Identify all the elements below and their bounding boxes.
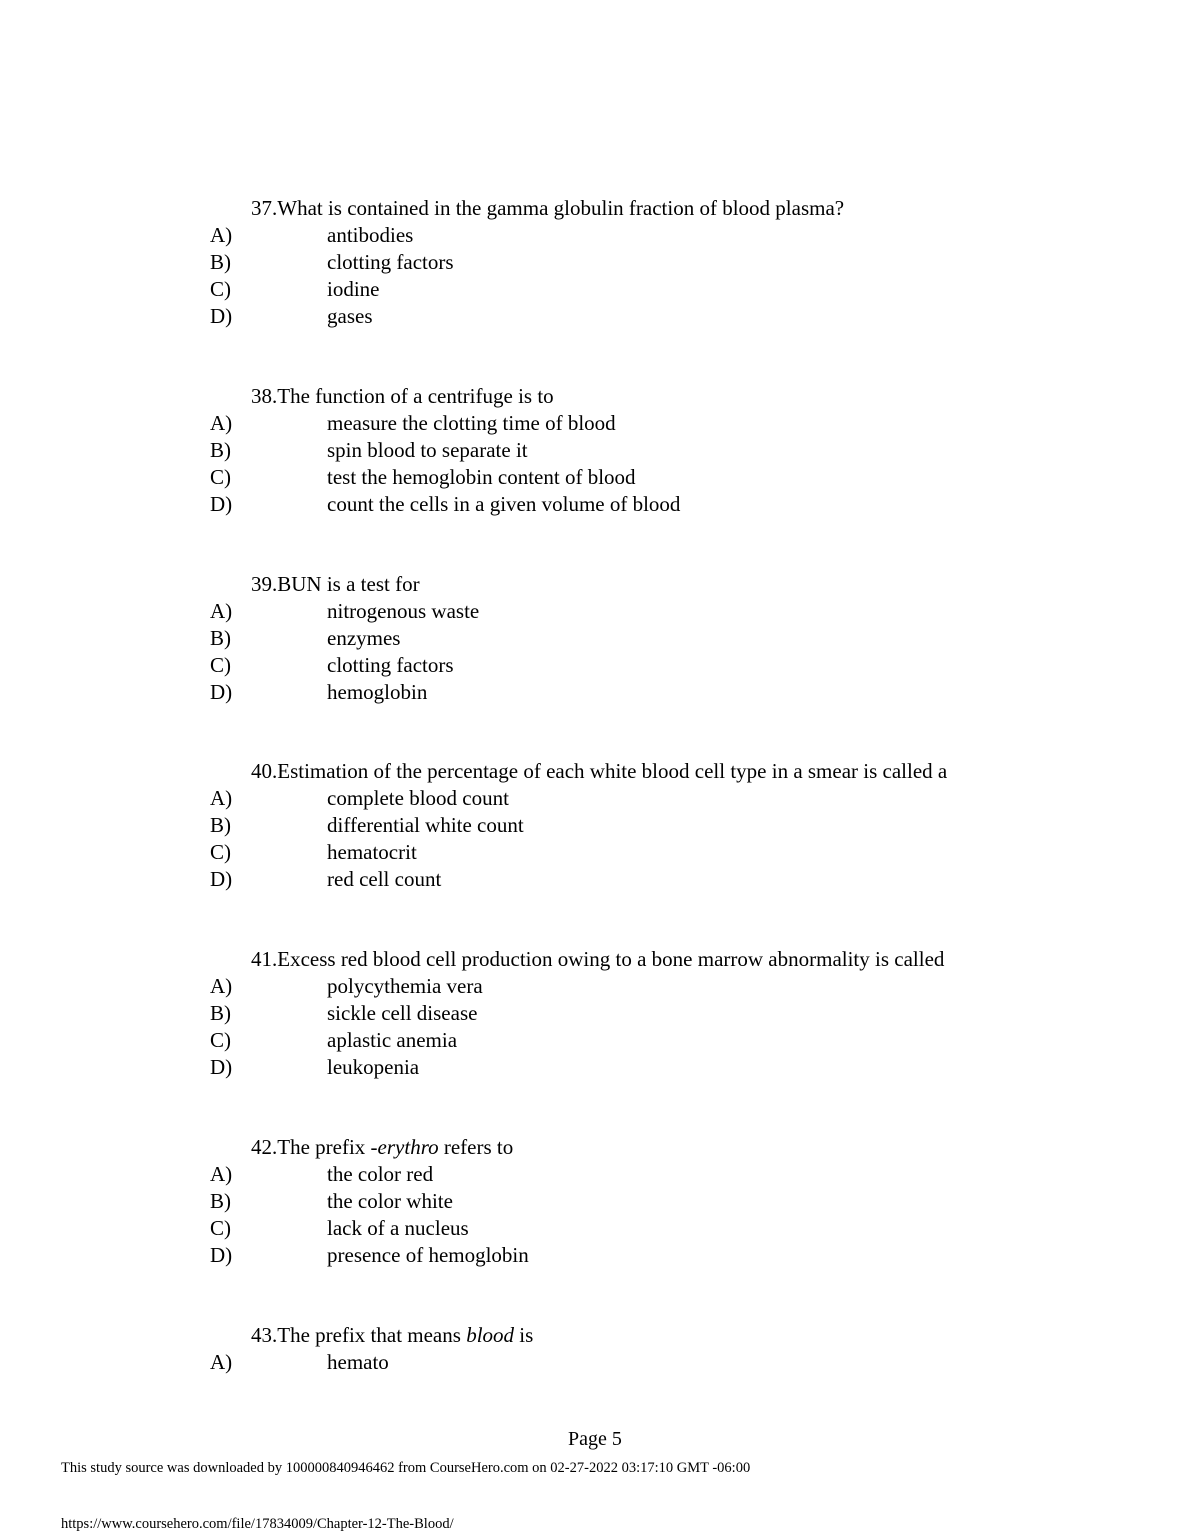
question-number: 37.	[251, 196, 278, 220]
option-text: clotting factors	[327, 652, 454, 677]
source-url: https://www.coursehero.com/file/17834009/Chapter-12-The-Blood/	[61, 1516, 454, 1532]
question-stem	[251, 571, 420, 598]
option-text: aplastic anemia	[327, 1028, 458, 1053]
option-text: differential white count	[327, 813, 524, 838]
option-letter: C)	[210, 1215, 231, 1240]
question-block	[0, 383, 1190, 571]
option-letter: A)	[210, 598, 233, 623]
question-text: BUN is a test for	[277, 571, 420, 596]
download-notice: This study source was downloaded by 100000840946462 from CourseHero.com on 02-27-2022 03:17:10 GMT -06:00	[61, 1460, 751, 1476]
question-stem	[251, 946, 944, 973]
option-text: count the cells in a given volume of blood	[327, 491, 681, 516]
option-letter: C)	[210, 277, 231, 301]
option-letter: B)	[210, 250, 231, 274]
option-letter: A)	[210, 974, 233, 999]
option-text: antibodies	[327, 223, 414, 247]
option-text: hematocrit	[327, 840, 417, 865]
question-number: 39.	[251, 571, 278, 596]
question-emphasis: -erythro	[370, 1134, 439, 1159]
question-block	[0, 1134, 1190, 1322]
question-text-after: is	[514, 1322, 534, 1347]
option-text: iodine	[327, 277, 380, 301]
question-stem	[251, 383, 554, 410]
question-text: What is contained in the gamma globulin fraction of blood plasma?	[277, 196, 845, 220]
option-text: the color red	[327, 1161, 434, 1186]
option-text: enzymes	[327, 625, 401, 650]
option-letter: A)	[210, 223, 233, 247]
option-letter: A)	[210, 1161, 233, 1186]
question-block	[0, 571, 1190, 759]
option-text: hemoglobin	[327, 679, 428, 704]
question-list	[0, 195, 1190, 1510]
page-number: Page 5	[568, 1428, 622, 1450]
option-text: the color white	[327, 1188, 453, 1213]
option-letter: D)	[210, 304, 233, 328]
option-letter: A)	[210, 1349, 233, 1374]
option-letter: D)	[210, 491, 233, 516]
option-letter: C)	[210, 652, 231, 677]
question-text: The prefix	[277, 1134, 371, 1159]
option-text: presence of hemoglobin	[327, 1242, 529, 1267]
question-block	[0, 946, 1190, 1134]
option-text: complete blood count	[327, 786, 509, 811]
question-block	[0, 758, 1190, 946]
question-stem	[251, 1322, 533, 1349]
option-text: polycythemia vera	[327, 974, 483, 999]
option-letter: B)	[210, 625, 231, 650]
option-letter: D)	[210, 867, 233, 892]
option-text: clotting factors	[327, 250, 454, 274]
question-text: The prefix that means	[277, 1322, 467, 1347]
option-letter: B)	[210, 1188, 231, 1213]
option-text: spin blood to separate it	[327, 437, 528, 462]
question-text: Estimation of the percentage of each white blood cell type in a smear is called a	[277, 759, 948, 784]
question-stem	[251, 758, 947, 785]
question-stem	[251, 1134, 513, 1161]
question-emphasis: blood	[466, 1322, 515, 1347]
option-letter: D)	[210, 1242, 233, 1267]
question-text: Excess red blood cell production owing to a bone marrow abnormality is called	[277, 947, 945, 972]
question-text: The function of a centrifuge is to	[277, 383, 554, 408]
option-letter: B)	[210, 813, 231, 838]
option-text: sickle cell disease	[327, 1001, 478, 1026]
option-text: hemato	[327, 1349, 389, 1374]
option-text: measure the clotting time of blood	[327, 410, 616, 435]
question-number: 40.	[251, 759, 278, 784]
question-number: 42.	[251, 1134, 278, 1159]
option-letter: B)	[210, 1001, 231, 1026]
option-text: test the hemoglobin content of blood	[327, 464, 636, 489]
option-letter: C)	[210, 1028, 231, 1053]
option-letter: A)	[210, 786, 233, 811]
question-stem	[251, 195, 844, 222]
option-letter: D)	[210, 1055, 233, 1080]
question-block	[0, 195, 1190, 383]
option-text: gases	[327, 304, 373, 328]
question-number: 41.	[251, 947, 278, 972]
option-text: red cell count	[327, 867, 442, 892]
option-text: nitrogenous waste	[327, 598, 480, 623]
question-number: 43.	[251, 1322, 278, 1347]
option-letter: C)	[210, 840, 231, 865]
option-text: leukopenia	[327, 1055, 420, 1080]
option-text: lack of a nucleus	[327, 1215, 469, 1240]
question-number: 38.	[251, 383, 278, 408]
option-letter: C)	[210, 464, 231, 489]
question-block	[0, 1322, 1190, 1510]
option-letter: B)	[210, 437, 231, 462]
option-letter: D)	[210, 679, 233, 704]
question-text-after: refers to	[438, 1134, 514, 1159]
option-letter: A)	[210, 410, 233, 435]
